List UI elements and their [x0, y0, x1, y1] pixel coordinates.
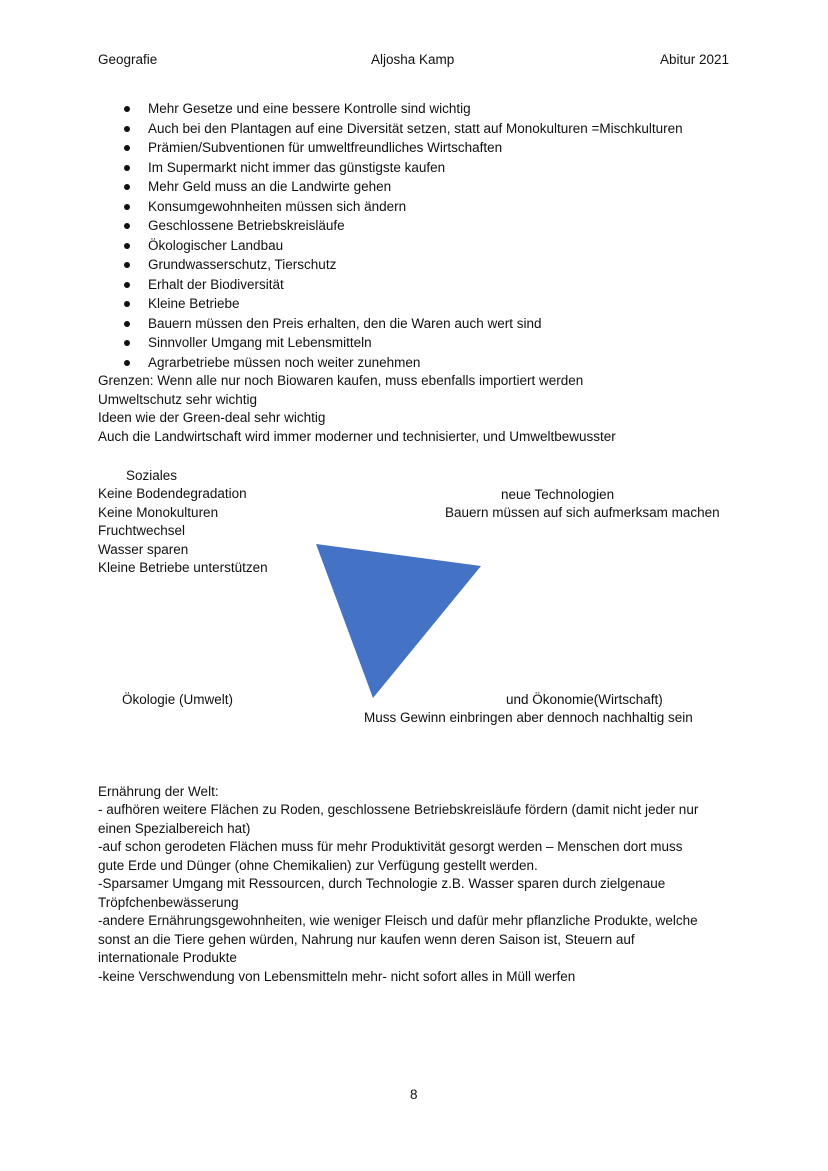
bullet-text: Sinnvoller Umgang mit Lebensmitteln: [148, 335, 372, 350]
nutrition-lines: [98, 801, 698, 986]
bullet-text: Agrarbetriebe müssen noch weiter zunehmen: [148, 354, 421, 370]
bullet-text: Auch bei den Plantagen auf eine Diversität setzen, statt auf Monokulturen =Mischkulturen: [148, 120, 683, 136]
social-item: Kleine Betriebe unterstützen: [98, 560, 268, 575]
bullet-text: Konsumgewohnheiten müssen sich ändern: [148, 198, 407, 214]
social-item: Fruchtwechsel: [98, 523, 186, 538]
nutrition-line: - aufhören weitere Flächen zu Roden, geschlossene Betriebskreisläufe fördern (damit nicht jeder nur: [98, 802, 699, 817]
social-item: Wasser sparen: [98, 541, 189, 557]
tech-item-1: neue Technologien: [501, 487, 615, 502]
header-exam: Abitur 2021: [659, 52, 729, 67]
nutrition-line: sonst an die Tiere gehen würden, Nahrung nur kaufen wenn deren Saison ist, Steuern auf: [98, 931, 635, 947]
economy-note: Muss Gewinn einbringen aber dennoch nachhaltig sein: [364, 710, 693, 725]
nutrition-line: gute Erde und Dünger (ohne Chemikalien) zur Verfügung gestellt werden.: [98, 857, 538, 873]
social-title: Soziales: [126, 468, 178, 483]
nutrition-line: Tröpfchenbewässerung: [98, 894, 239, 910]
bullet-text: Grundwasserschutz, Tierschutz: [148, 257, 337, 272]
bullet-text: Mehr Geld muss an die Landwirte gehen: [148, 179, 392, 194]
bullet-text: Prämien/Subventionen für umweltfreundliches Wirtschaften: [148, 140, 503, 155]
nutrition-line: -auf schon gerodeten Flächen muss für mehr Produktivität gesorgt werden – Menschen dort muss: [98, 839, 683, 854]
header-author: Aljosha Kamp: [371, 52, 455, 67]
nutrition-line: -Sparsamer Umgang mit Ressourcen, durch Technologie z.B. Wasser sparen durch zielgenaue: [98, 876, 666, 891]
bullet-text: Mehr Gesetze und eine bessere Kontrolle sind wichtig: [148, 101, 471, 116]
bullet-text: Erhalt der Biodiversität: [148, 276, 284, 292]
ecology-label: Ökologie (Umwelt): [122, 692, 234, 707]
nutrition-line: -andere Ernährungsgewohnheiten, wie weniger Fleisch und dafür mehr pflanzliche Produkte, welche: [98, 913, 698, 928]
nutrition-line: internationale Produkte: [98, 950, 237, 965]
header-subject: Geografie: [98, 52, 158, 67]
social-item: Keine Monokulturen: [98, 504, 219, 520]
bullet-text: Bauern müssen den Preis erhalten, den die Waren auch wert sind: [148, 315, 542, 331]
tech-item-2: Bauern müssen auf sich aufmerksam machen: [445, 505, 720, 520]
social-item: Keine Bodendegradation: [98, 486, 247, 501]
bullet-text: Kleine Betriebe: [148, 296, 240, 311]
bullet-text: Geschlossene Betriebskreisläufe: [148, 218, 345, 233]
nutrition-line: einen Spezialbereich hat): [98, 820, 251, 836]
page-number: 8: [410, 1087, 418, 1102]
triangle-shape: [316, 544, 481, 698]
nutrition-line: -keine Verschwendung von Lebensmitteln mehr- nicht sofort alles in Müll werfen: [98, 968, 576, 984]
bullet-text: Im Supermarkt nicht immer das günstigste kaufen: [148, 159, 446, 175]
bullet-text: Ökologischer Landbau: [148, 237, 284, 253]
note-line: Umweltschutz sehr wichtig: [98, 391, 258, 407]
note-line: Auch die Landwirtschaft wird immer moderner und technisierter, und Umweltbewusster: [98, 428, 616, 444]
nutrition-title: Ernährung der Welt:: [98, 784, 219, 799]
note-line: Ideen wie der Green-deal sehr wichtig: [98, 410, 326, 425]
note-line: Grenzen: Wenn alle nur noch Biowaren kaufen, muss ebenfalls importiert werden: [98, 373, 584, 388]
economy-label: und Ökonomie(Wirtschaft): [506, 692, 663, 707]
